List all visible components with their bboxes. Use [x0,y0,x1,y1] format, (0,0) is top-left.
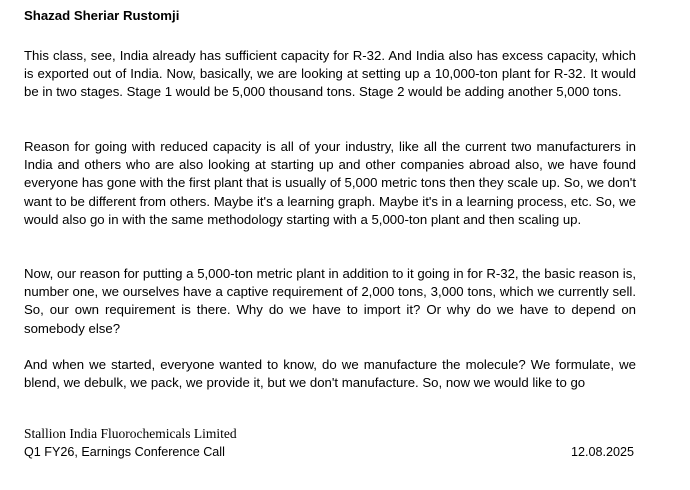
transcript-paragraph: This class, see, India already has sufficient capacity for R-32. And India also has excess capacity, which is exported out of India. Now, basically, we are looking at setting up a 10,000-ton plant for R-32. It would be in two stages. Stage 1 would be 5,000 thousand tons. Stage 2 would be adding another 5,000 tons. [24,48,636,100]
speaker-name: Shazad Sheriar Rustomji [24,8,180,23]
transcript-paragraph: Reason for going with reduced capacity is all of your industry, like all the current two manufacturers in India and others who are also looking at starting up and other companies abroad also, we have found everyone has gone with the first plant that is usually of 5,000 metric tons then they scale up. So, we don't want to be different from others. Maybe it's a learning graph. Maybe it's in a learning process, etc. So, we would also go in with the same methodology starting with a 5,000-ton plant and then scaling up. [24,139,636,227]
transcript-paragraph: Now, our reason for putting a 5,000-ton metric plant in addition to it going in for R-32, the basic reason is, number one, we ourselves have a captive requirement of 2,000 tons, 3,000 tons, which we currently sell. So, our own requirement is there. Why do we have to import it? Or why do we have to depend on somebody else? [24,266,636,336]
transcript-paragraph: And when we started, everyone wanted to know, do we manufacture the molecule? We formulate, we blend, we debulk, we pack, we provide it, but we don't manufacture. So, now we would like to go [24,357,636,391]
footer-company-name: Stallion India Fluorochemicals Limited [24,426,237,441]
footer-date: 12.08.2025 [570,445,634,459]
footer-call-title: Q1 FY26, Earnings Conference Call [24,445,225,459]
